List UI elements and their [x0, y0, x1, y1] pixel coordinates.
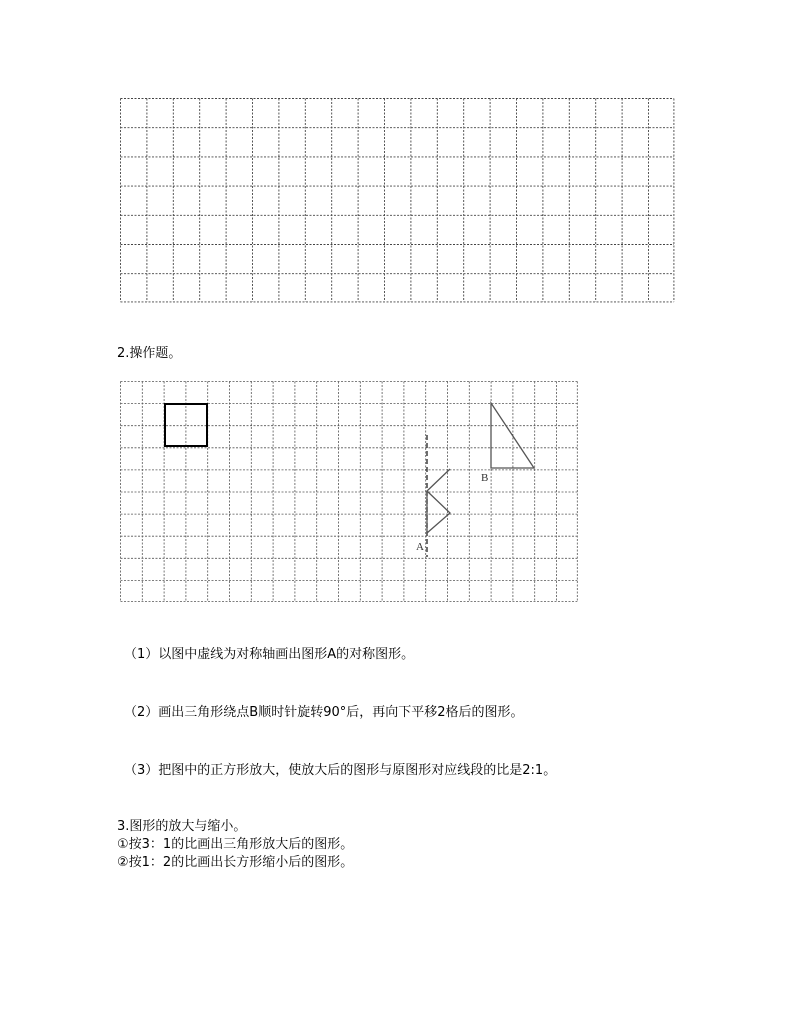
section-3-line-1: ①按3：1的比画出三角形放大后的图形。: [117, 837, 354, 852]
section-3-line-2: ②按1：2的比画出长方形缩小后的图形。: [117, 855, 354, 870]
grid-top: [120, 98, 675, 303]
grid-operation: [120, 381, 580, 604]
label-b: B: [481, 472, 489, 484]
question-item-2: （2）画出三角形绕点B顺时针旋转90°后，再向下平移2格后的图形。: [124, 705, 524, 720]
question-item-3: （3）把图中的正方形放大，使放大后的图形与原图形对应线段的比是2:1。: [124, 763, 557, 778]
figure-a: [427, 469, 450, 533]
section-2-title: 2.操作题。: [117, 346, 182, 361]
label-a: A: [416, 541, 424, 553]
question-item-1: （1）以图中虚线为对称轴画出图形A的对称图形。: [124, 647, 415, 662]
triangle-shape: [491, 403, 534, 468]
section-3-title: 3.图形的放大与缩小。: [117, 819, 247, 834]
